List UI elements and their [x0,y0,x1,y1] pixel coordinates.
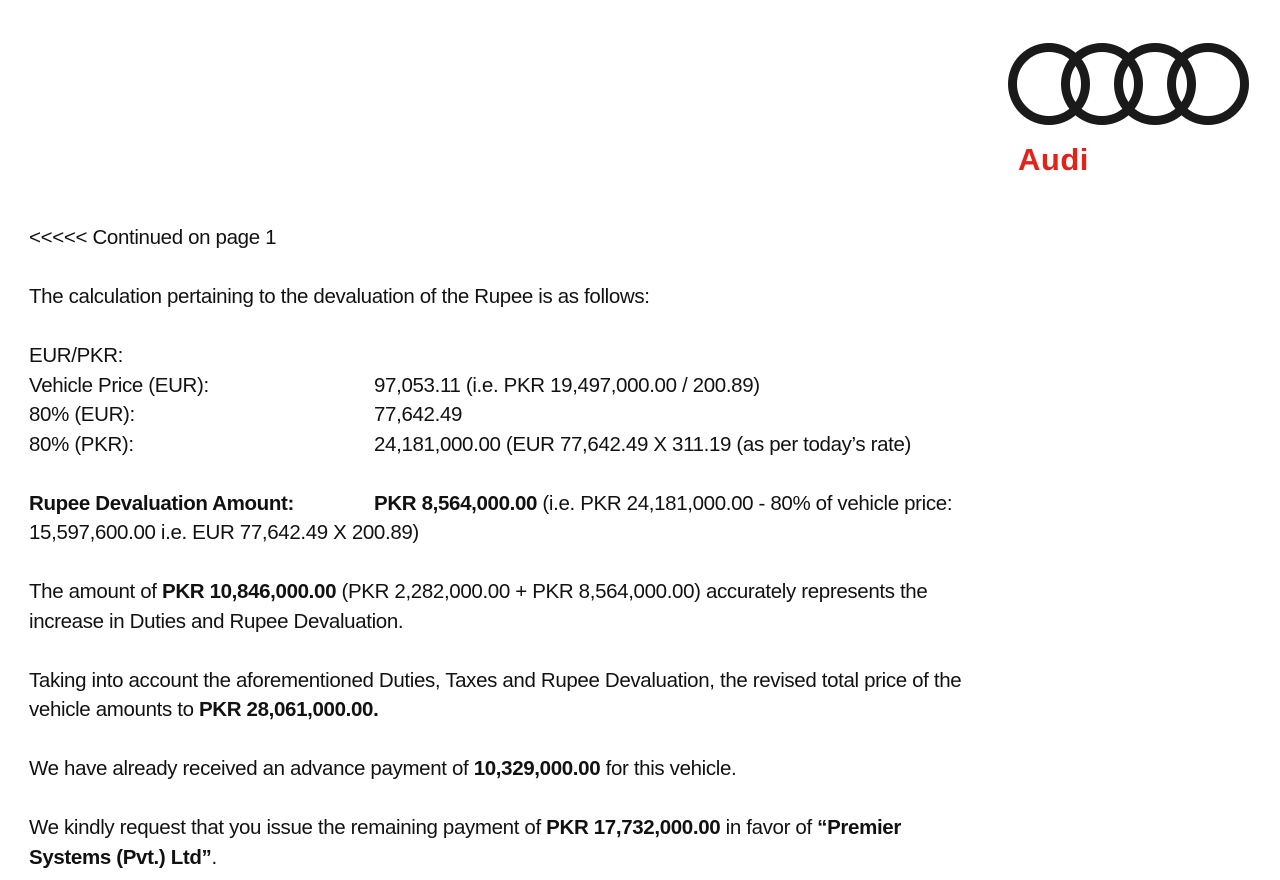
calc-row-vehicle-price [29,371,1229,401]
total-paragraph: Taking into account the aforementioned Duties, Taxes and Rupee Devaluation, the revised total price of the [29,668,962,692]
letter-body [29,223,1229,872]
calc-label: Vehicle Price (EUR): [29,373,209,397]
payee-name-cont: Systems (Pvt.) Ltd” [29,845,212,869]
calc-label: 80% (EUR): [29,403,135,426]
advance-paragraph [29,754,1229,784]
calc-value: 77,642.49 [374,403,463,426]
amount-paragraph-cont: increase in Duties and Rupee Devaluation. [29,609,404,633]
total-amount: PKR 28,061,000.00. [198,698,379,721]
text: We kindly request that you issue the remaining payment of [29,816,547,839]
text: We have already received an advance payment of [29,757,474,780]
calc-row-80-pkr [29,430,1229,460]
text: . [211,845,217,869]
total-paragraph-cont [29,695,1229,725]
audi-wordmark: Audi [1018,142,1089,177]
four-rings-icon [1004,38,1254,133]
text: in favor of [720,816,818,839]
text: The amount of [29,580,162,603]
text: (PKR 2,282,000.00 + PKR 8,564,000.00) accurately represents the [336,580,928,603]
devaluation-amount: PKR 8,564,000.00 [374,491,538,515]
amount-paragraph [29,577,1229,607]
devaluation-label: Rupee Devaluation Amount: [29,491,294,515]
text: for this vehicle. [600,757,737,780]
increase-amount: PKR 10,846,000.00 [162,580,337,603]
request-paragraph [29,813,1229,843]
calc-heading: EUR/PKR: [29,344,124,367]
payee-name: “Premier [817,816,901,839]
request-paragraph-cont [29,843,1229,873]
calc-row-80-eur [29,400,1229,430]
calc-value: 24,181,000.00 (EUR 77,642.49 X 311.19 (as per today’s rate) [374,432,912,456]
devaluation-detail-cont: 15,597,600.00 i.e. EUR 77,642.49 X 200.89) [29,521,419,544]
advance-amount: 10,329,000.00 [473,757,601,780]
devaluation-line [29,489,1229,519]
calc-label: 80% (PKR): [29,432,134,456]
audi-logo [1004,38,1254,183]
continued-note: <<<<< Continued on page 1 [29,226,277,249]
ring-4 [1172,48,1245,121]
intro-text: The calculation pertaining to the devaluation of the Rupee is as follows: [29,285,650,308]
remaining-amount: PKR 17,732,000.00 [546,816,721,839]
text: vehicle amounts to [29,698,199,721]
calc-value: 97,053.11 (i.e. PKR 19,497,000.00 / 200.89) [374,373,760,397]
devaluation-detail: (i.e. PKR 24,181,000.00 - 80% of vehicle price: [537,491,953,515]
